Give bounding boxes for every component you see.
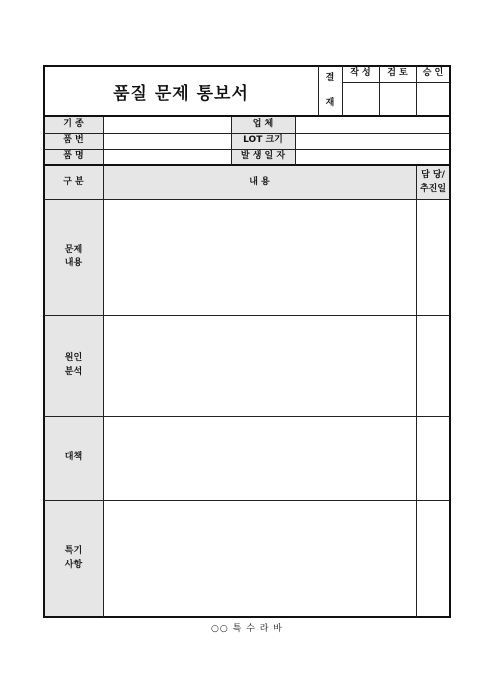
section-special-notes-field[interactable] — [103, 500, 416, 617]
border-right — [449, 65, 451, 618]
info-value-occurrence-date[interactable] — [295, 149, 450, 165]
divider-approval-label — [342, 66, 343, 116]
approval-column-reviewer: 검 토 — [387, 68, 408, 79]
divider-section1 — [44, 315, 450, 316]
approval-sign-reviewer[interactable] — [379, 82, 416, 116]
border-top — [43, 65, 451, 67]
approval-column-author: 작 성 — [350, 68, 371, 79]
section-cause-analysis: 원인 분석 — [44, 315, 103, 416]
table-header-content: 내 용 — [103, 166, 416, 199]
section-special-notes: 특기 사항 — [44, 500, 103, 617]
section-special-notes-manager[interactable] — [416, 500, 450, 617]
table-header-category: 구 분 — [44, 166, 103, 199]
divider-info-row1 — [44, 133, 450, 134]
divider-title-bottom — [43, 115, 451, 117]
divider-approval-left — [318, 66, 319, 116]
divider-info-col2 — [231, 117, 232, 165]
divider-table-col2 — [416, 166, 417, 617]
form-title: 품질 문제 통보서 — [113, 83, 249, 104]
section-problem-content-manager[interactable] — [416, 199, 450, 315]
divider-info-col1 — [103, 117, 104, 165]
divider-approval-col2 — [416, 66, 417, 116]
divider-approval-header — [342, 82, 450, 83]
info-label-part-number: 품 번 — [63, 135, 84, 146]
border-bottom — [43, 616, 451, 618]
table-header-manager-date: 담 당/ 추진일 — [416, 166, 450, 199]
info-label-lot-size: LOT 크기 — [243, 135, 283, 146]
section-cause-analysis-field[interactable] — [103, 315, 416, 416]
section-cause-analysis-manager[interactable] — [416, 315, 450, 416]
divider-section2 — [44, 416, 450, 417]
info-value-company[interactable] — [295, 117, 450, 133]
section-problem-content: 문제 내용 — [44, 199, 103, 315]
info-label-occurrence-date: 발 생 일 자 — [240, 151, 286, 162]
info-label-company: 업 체 — [252, 119, 274, 130]
section-countermeasure: 대책 — [44, 416, 103, 500]
approval-sign-approver[interactable] — [416, 82, 450, 116]
border-left — [43, 65, 45, 618]
section-countermeasure-field[interactable] — [103, 416, 416, 500]
info-value-part-number[interactable] — [103, 133, 231, 149]
info-value-model[interactable] — [103, 117, 231, 133]
info-value-lot-size[interactable] — [295, 133, 450, 149]
info-label-part-name: 품 명 — [63, 151, 84, 162]
info-label-model: 기 종 — [63, 119, 84, 130]
divider-table-header — [44, 199, 450, 200]
approval-label-top: 결 — [325, 72, 335, 83]
divider-section3 — [44, 500, 450, 501]
section-countermeasure-manager[interactable] — [416, 416, 450, 500]
divider-approval-col1 — [379, 66, 380, 116]
footer-company: ○○ 특 수 라 바 — [211, 623, 283, 634]
divider-table-col1 — [103, 166, 104, 617]
section-problem-content-field[interactable] — [103, 199, 416, 315]
approval-sign-author[interactable] — [342, 82, 379, 116]
approval-label-bottom: 재 — [325, 97, 335, 108]
info-value-part-name[interactable] — [103, 149, 231, 165]
divider-info-bottom — [43, 164, 451, 166]
divider-info-col3 — [295, 117, 296, 165]
approval-column-approver: 승 인 — [422, 68, 444, 79]
divider-info-row2 — [44, 149, 450, 150]
